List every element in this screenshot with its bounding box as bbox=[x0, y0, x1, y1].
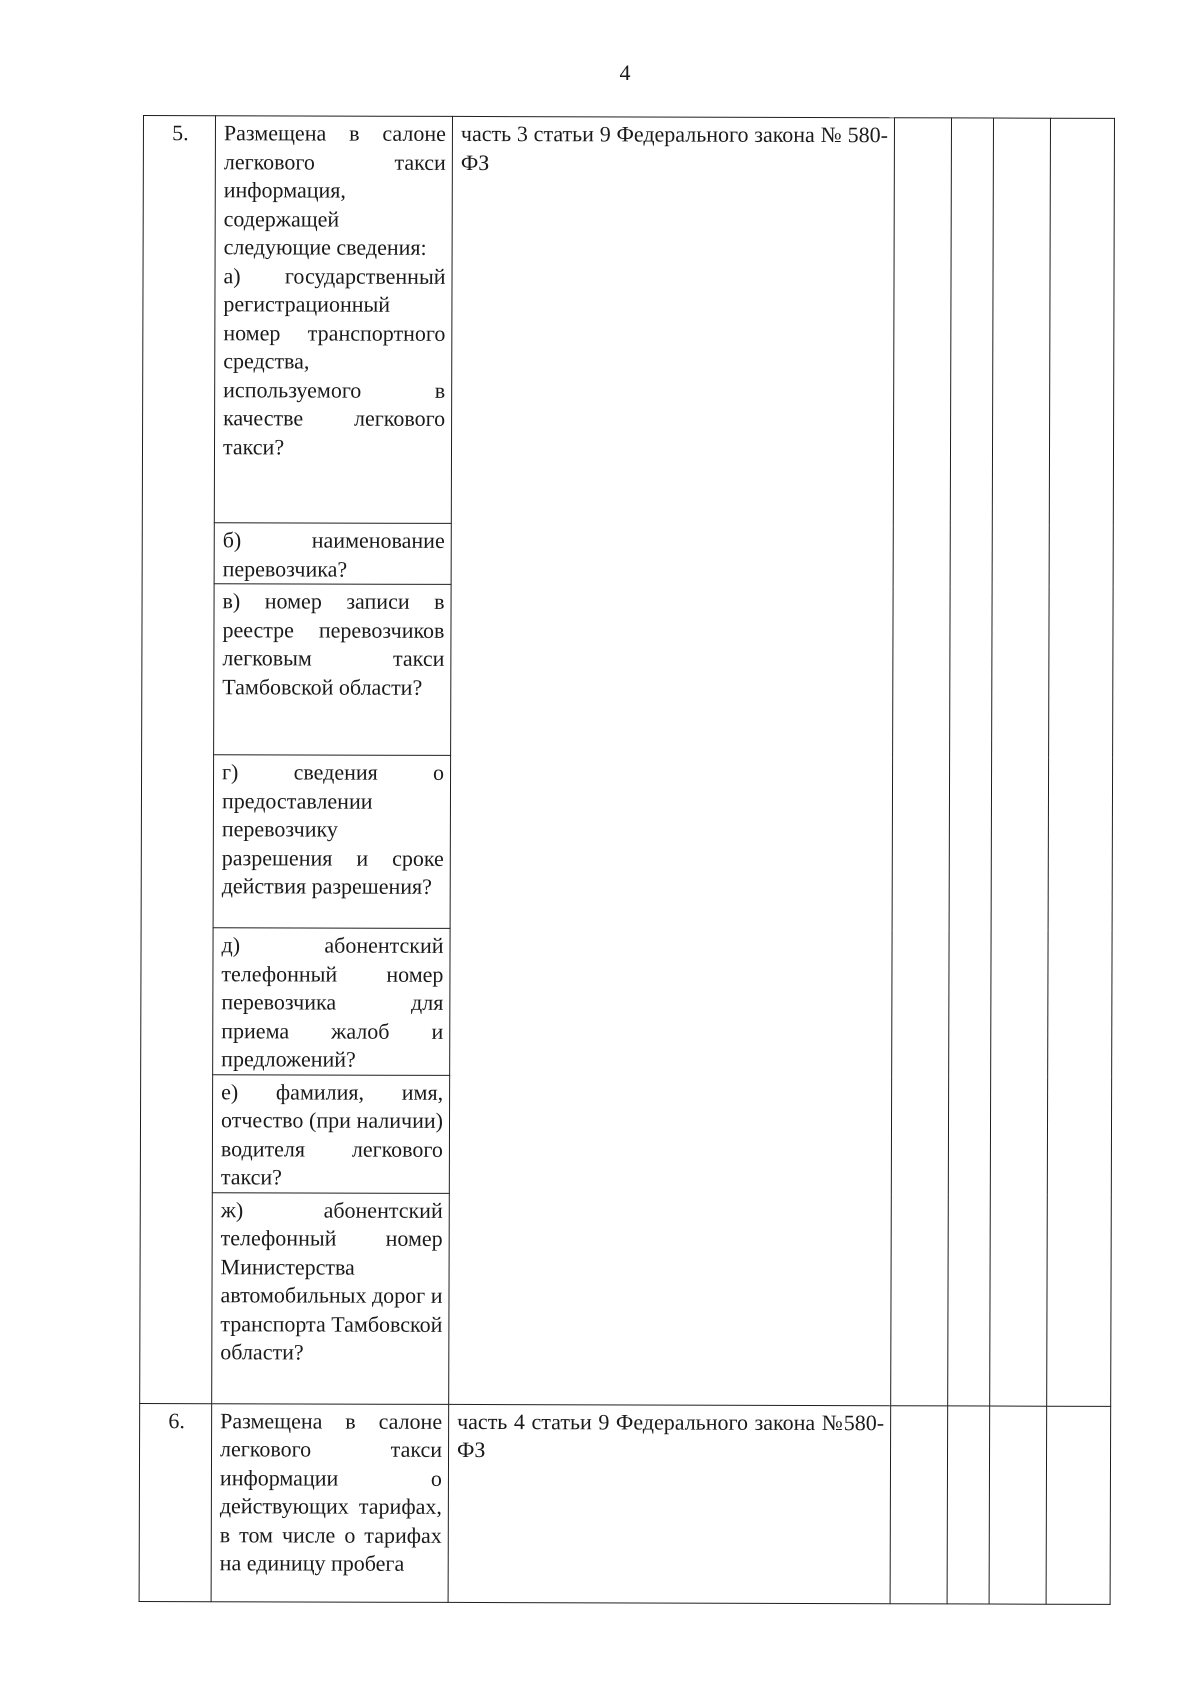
row-number: 6. bbox=[139, 1403, 212, 1601]
question-cell bbox=[214, 116, 452, 524]
question-text: Размещена в салоне легкового такси информация, содержащей следующие сведения: bbox=[223, 120, 446, 260]
question-text: б) наименование перевозчика? bbox=[222, 527, 445, 582]
checklist-table bbox=[139, 115, 1115, 1604]
blank-cell bbox=[990, 118, 1051, 1406]
question-cell bbox=[212, 1074, 449, 1193]
question-cell bbox=[213, 928, 450, 1075]
question-cell bbox=[214, 523, 451, 585]
question-text: е) фамилия, имя, отчество (при наличии) водителя легкового такси? bbox=[220, 1078, 444, 1190]
question-text: ж) абонентский телефонный номер Министерства автомобильных дорог и транспорта Тамбовской области? bbox=[220, 1196, 443, 1365]
blank-cell bbox=[989, 1406, 1047, 1604]
blank-cell bbox=[947, 1405, 990, 1603]
table-row bbox=[142, 116, 1114, 526]
question-text: г) сведения о предоставлении перевозчику разрешения и сроке действия разрешения? bbox=[221, 759, 445, 899]
blank-cell bbox=[1046, 1406, 1111, 1604]
question-text: д) абонентский телефонный номер перевозчика для приема жалоб и предложений? bbox=[221, 932, 444, 1072]
blank-cell bbox=[948, 118, 994, 1406]
row-number: 5. bbox=[140, 116, 216, 1404]
blank-cell bbox=[890, 1405, 948, 1603]
question-cell bbox=[214, 584, 452, 756]
question-cell bbox=[211, 1403, 449, 1602]
question-cell bbox=[212, 1192, 450, 1404]
legal-basis-cell: часть 3 статьи 9 Федерального закона № 580-ФЗ bbox=[449, 116, 895, 1405]
question-cell bbox=[213, 755, 451, 929]
blank-cell bbox=[1047, 118, 1115, 1406]
table-row bbox=[139, 1403, 1111, 1604]
legal-basis-cell: часть 4 статьи 9 Федерального закона №580-ФЗ bbox=[448, 1404, 891, 1603]
page-number: 4 bbox=[619, 60, 631, 85]
question-text: в) номер записи в реестре перевозчиков легковым такси Тамбовской области? bbox=[222, 588, 445, 700]
question-text: а) государственный регистрационный номер транспортного средства, используемого в качестве легкового такси? bbox=[222, 262, 446, 459]
blank-cell bbox=[891, 118, 952, 1406]
question-text: Размещена в салоне легкового такси информации о действующих тарифах, в том числе о тарифах на единицу пробега bbox=[219, 1407, 443, 1576]
